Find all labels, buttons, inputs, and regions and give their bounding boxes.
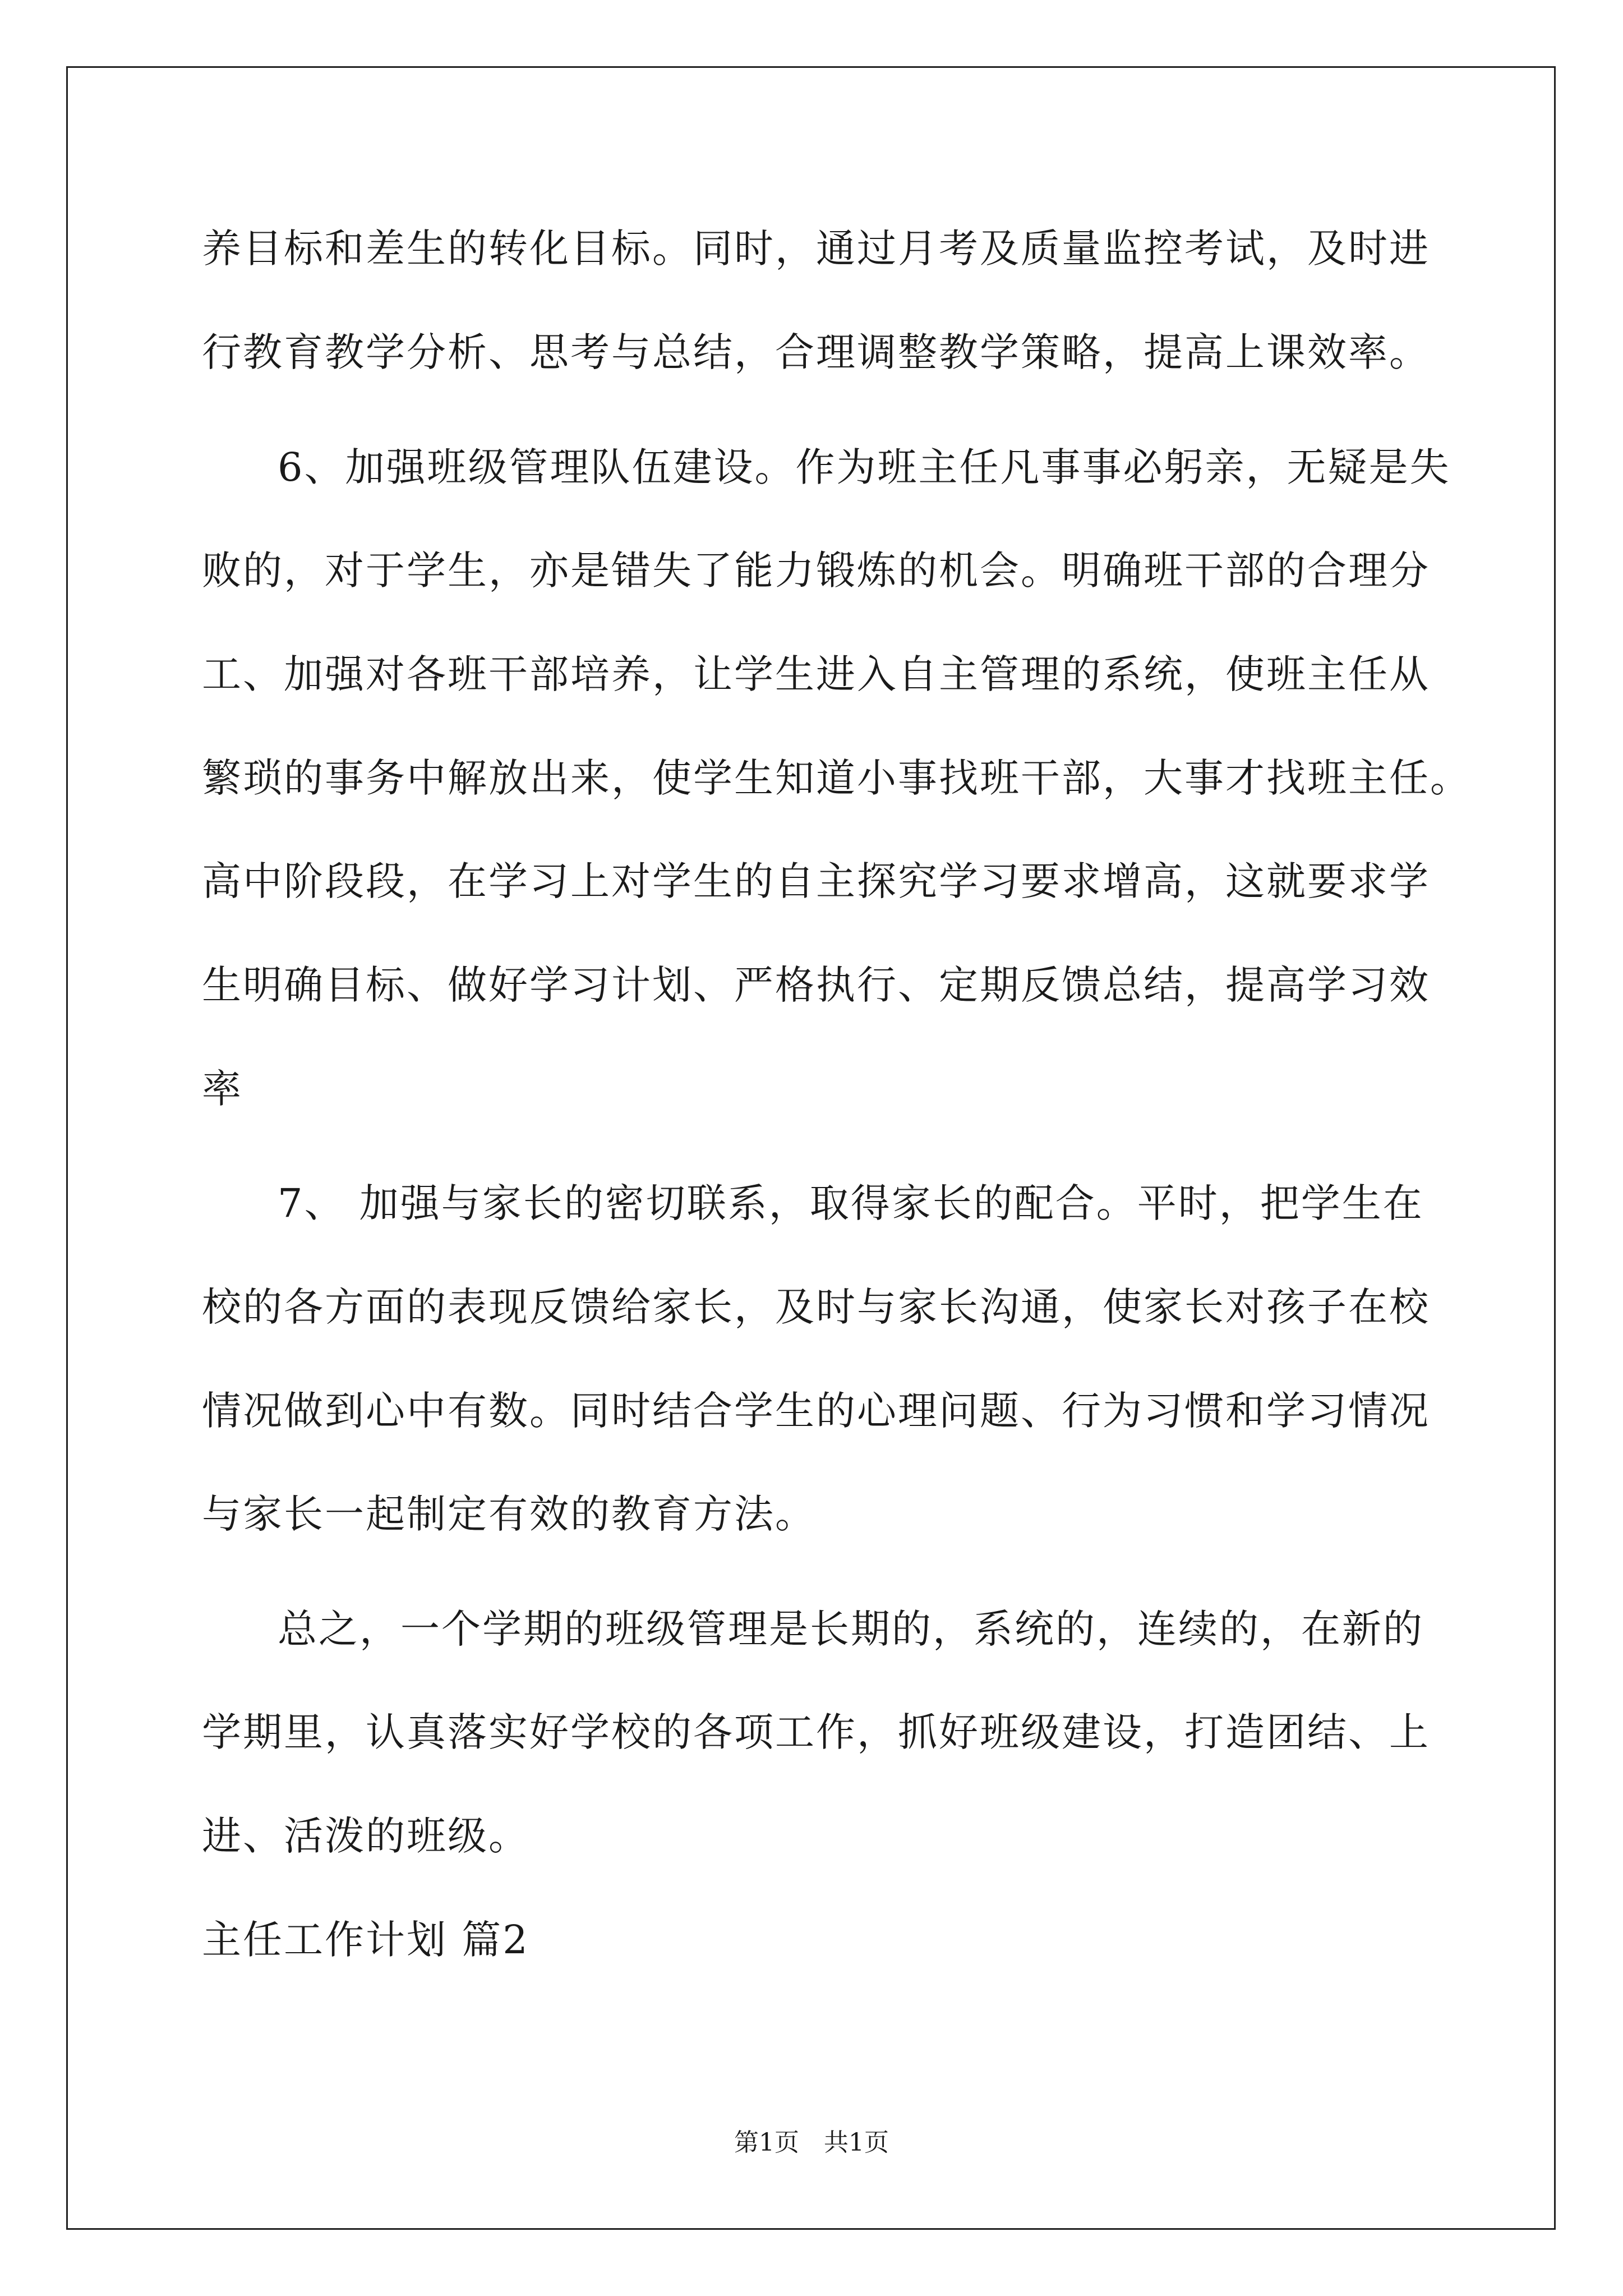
text-line: 情况做到心中有数。同时结合学生的心理问题、行为习惯和学习情况 [202, 1388, 1430, 1434]
text-line: 学期里，认真落实好学校的各项工作，抓好班级建设，打造团结、上 [202, 1709, 1430, 1755]
text-line: 繁琐的事务中解放出来，使学生知道小事找班干部，大事才找班主任。 [202, 755, 1471, 801]
text-line: 校的各方面的表现反馈给家长，及时与家长沟通，使家长对孩子在校 [202, 1284, 1430, 1330]
text-line: 率 [202, 1066, 243, 1112]
text-line: 与家长一起制定有效的教育方法。 [202, 1491, 816, 1537]
paragraph-7-start: 7、 加强与家长的密切联系，取得家长的配合。平时，把学生在 [278, 1180, 1424, 1226]
text-line: 高中阶段段，在学习上对学生的自主探究学习要求增高，这就要求学 [202, 858, 1430, 904]
text-line: 工、加强对各班干部培养，让学生进入自主管理的系统，使班主任从 [202, 651, 1430, 697]
text-line: 败的，对于学生，亦是错失了能力锻炼的机会。明确班干部的合理分 [202, 547, 1430, 593]
section-heading: 主任工作计划 篇2 [202, 1917, 529, 1963]
page-footer: 第1页 共1页 [734, 2128, 889, 2157]
text-line: 养目标和差生的转化目标。同时，通过月考及质量监控考试，及时进 [202, 226, 1430, 272]
page-border [66, 66, 1556, 2230]
text-line: 进、活泼的班级。 [202, 1813, 529, 1859]
text-line: 行教育教学分析、思考与总结，合理调整教学策略，提高上课效率。 [202, 329, 1430, 375]
paragraph-summary-start: 总之，一个学期的班级管理是长期的，系统的，连续的，在新的 [278, 1606, 1424, 1652]
text-line: 生明确目标、做好学习计划、严格执行、定期反馈总结，提高学习效 [202, 962, 1430, 1008]
paragraph-6-start: 6、加强班级管理队伍建设。作为班主任凡事事必躬亲，无疑是失 [278, 444, 1451, 490]
